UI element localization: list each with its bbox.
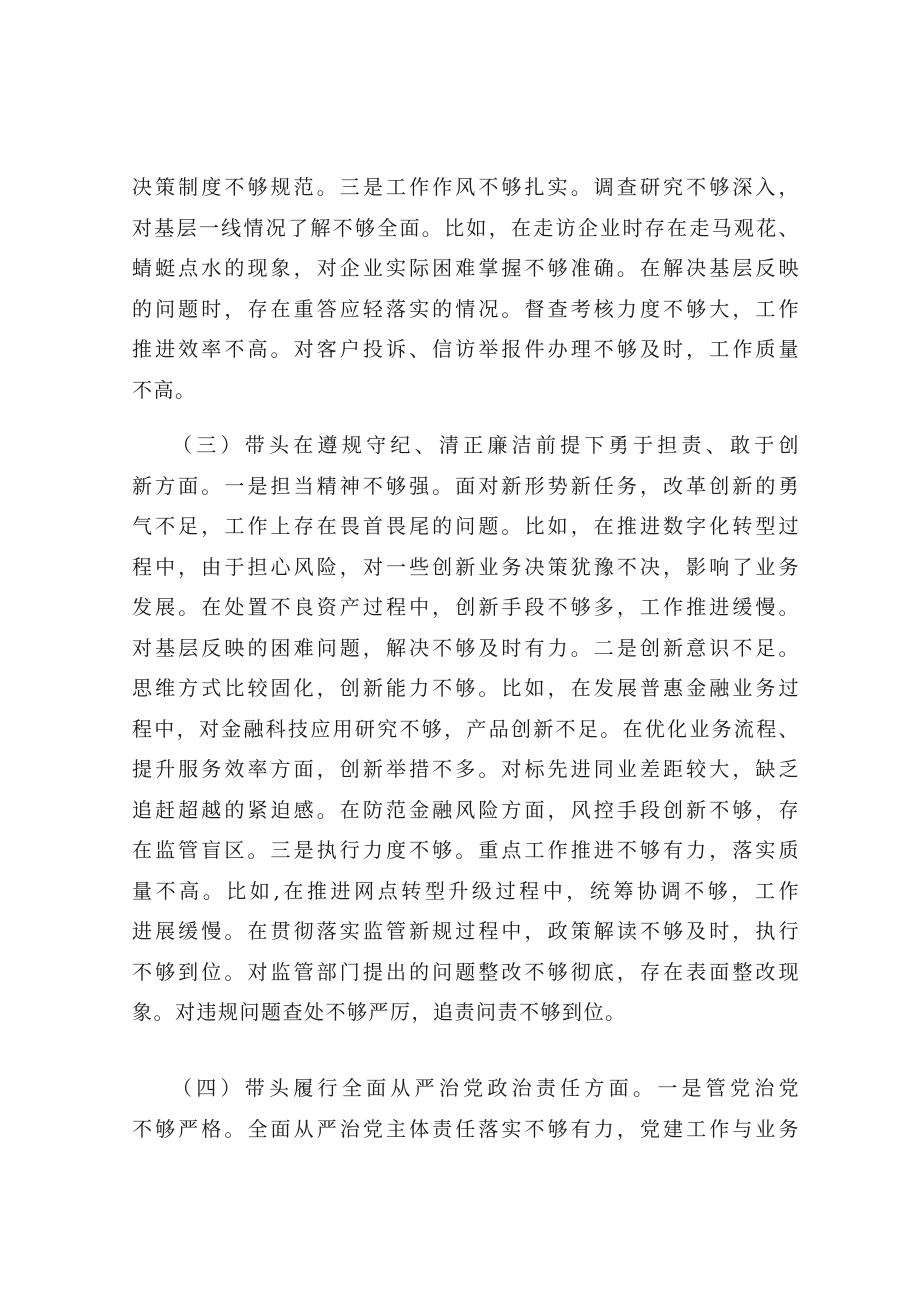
paragraph-line: 进展缓慢。在贯彻落实监管新规过程中，政策解读不够及时，执行 bbox=[132, 919, 800, 943]
paragraph-line: 发展。在处置不良资产过程中，创新手段不够多，工作推进缓慢。 bbox=[132, 595, 800, 619]
paragraph-line: 程中，对金融科技应用研究不够，产品创新不足。在优化业务流程、 bbox=[132, 716, 800, 741]
paragraph-line: 蜻蜓点水的现象，对企业实际困难掌握不够准确。在解决基层反映 bbox=[132, 256, 800, 280]
section-heading-line: （四）带头履行全面从严治党政治责任方面。一是管党治党 bbox=[172, 1076, 800, 1100]
paragraph-section-three bbox=[132, 425, 800, 1033]
paragraph-line: 追赶超越的紧迫感。在防范金融风险方面，风控手段创新不够，存 bbox=[132, 797, 800, 822]
paragraph-line: 不够到位。对监管部门提出的问题整改不够彻底，存在表面整改现 bbox=[132, 959, 800, 984]
paragraph-line: 在监管盲区。三是执行力度不够。重点工作推进不够有力，落实质 bbox=[132, 838, 800, 862]
paragraph-line: 气不足，工作上存在畏首畏尾的问题。比如，在推进数字化转型过 bbox=[132, 514, 800, 538]
paragraph-line: 程中，由于担心风险，对一些创新业务决策犹豫不决，影响了业务 bbox=[132, 554, 800, 579]
paragraph-line: 新方面。一是担当精神不够强。面对新形势新任务，改革创新的勇 bbox=[132, 473, 800, 498]
paragraph-line: 思维方式比较固化，创新能力不够。比如，在发展普惠金融业务过 bbox=[132, 676, 800, 700]
paragraph-line: 不够严格。全面从严治党主体责任落实不够有力，党建工作与业务 bbox=[132, 1116, 800, 1141]
paragraph-work-style bbox=[132, 167, 800, 410]
paragraph-line: 提升服务效率方面，创新举措不多。对标先进同业差距较大，缺乏 bbox=[132, 757, 800, 781]
paragraph-line: 量不高。比如,在推进网点转型升级过程中，统筹协调不够，工作 bbox=[132, 878, 800, 903]
paragraph-line: 象。对违规问题查处不够严厉，追责问责不够到位。 bbox=[132, 1000, 627, 1024]
paragraph-line: 的问题时，存在重答应轻落实的情况。督查考核力度不够大，工作 bbox=[132, 296, 800, 321]
paragraph-line: 推进效率不高。对客户投诉、信访举报件办理不够及时，工作质量 bbox=[132, 337, 800, 361]
paragraph-section-four bbox=[132, 1068, 800, 1149]
paragraph-line: 不高。 bbox=[132, 377, 197, 402]
paragraph-line: 对基层反映的困难问题，解决不够及时有力。二是创新意识不足。 bbox=[132, 635, 800, 660]
section-heading-line: （三）带头在遵规守纪、清正廉洁前提下勇于担责、敢于创 bbox=[172, 433, 800, 457]
paragraph-line: 对基层一线情况了解不够全面。比如，在走访企业时存在走马观花、 bbox=[132, 215, 800, 240]
paragraph-line: 决策制度不够规范。三是工作作风不够扎实。调查研究不够深入， bbox=[132, 175, 800, 199]
